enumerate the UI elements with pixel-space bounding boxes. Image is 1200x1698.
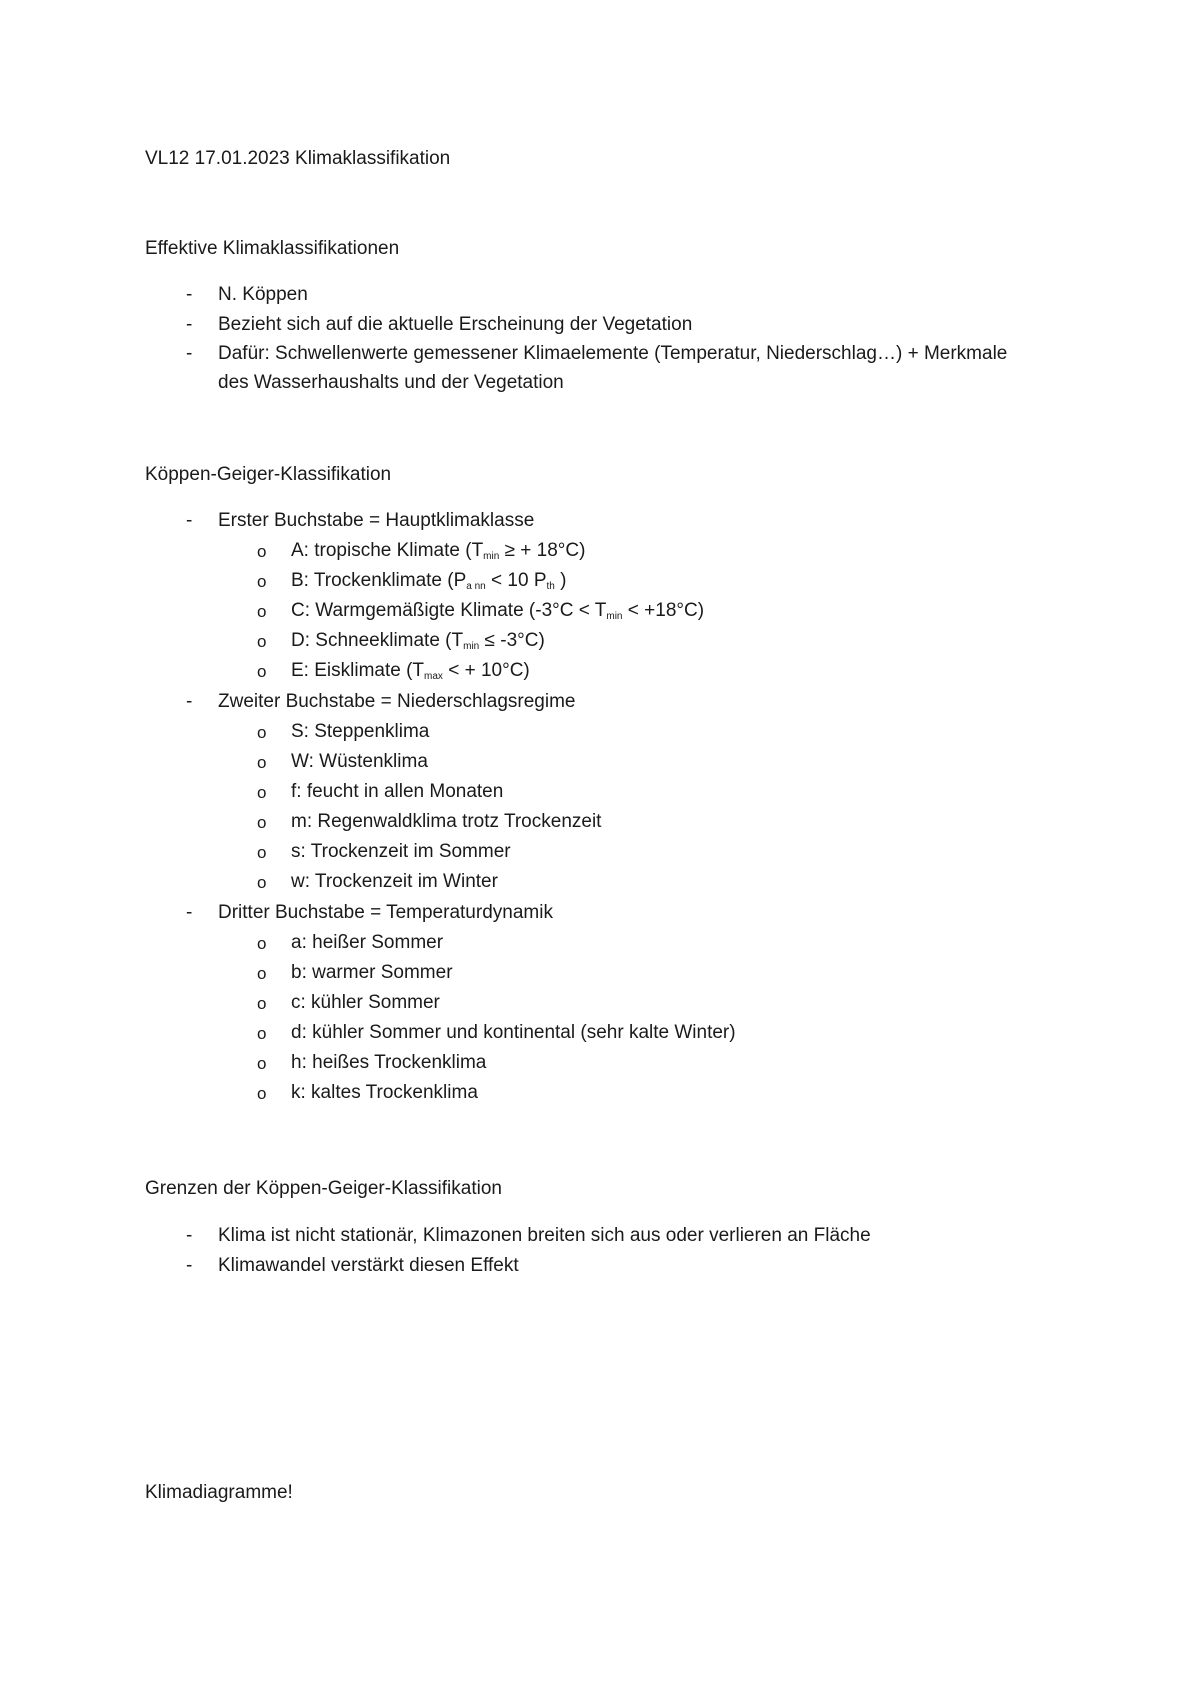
list-item: Klima ist nicht stationär, Klimazonen breiten sich aus oder verlieren an Fläche <box>218 1225 871 1246</box>
bullet-marker: o <box>257 1024 267 1043</box>
bullet-marker: o <box>257 1054 267 1073</box>
bullet-marker: o <box>257 873 267 892</box>
dash-marker: - <box>186 510 193 531</box>
sub-list-item: m: Regenwaldklima trotz Trockenzeit <box>291 811 602 832</box>
list-item: Dafür: Schwellenwerte gemessener Klimaelemente (Temperatur, Niederschlag…) + Merkmale <box>218 343 1008 364</box>
bullet-marker: o <box>257 753 267 772</box>
sub-list-item: d: kühler Sommer und kontinental (sehr kalte Winter) <box>291 1022 736 1043</box>
sub-list-item: w: Trockenzeit im Winter <box>291 871 498 892</box>
bullet-marker: o <box>257 662 267 681</box>
dash-marker: - <box>186 284 193 305</box>
sub-list-item: c: kühler Sommer <box>291 992 440 1013</box>
sub-list-item: E: Eisklimate ($T_{max}$ < + 10°C) <box>291 660 530 682</box>
bullet-marker: o <box>257 813 267 832</box>
bullet-marker: o <box>257 964 267 983</box>
closing-note: Klimadiagramme! <box>145 1482 293 1503</box>
list-item: Klimawandel verstärkt diesen Effekt <box>218 1255 519 1276</box>
bullet-marker: o <box>257 1084 267 1103</box>
dash-marker: - <box>186 314 193 335</box>
bullet-marker: o <box>257 602 267 621</box>
bullet-marker: o <box>257 632 267 651</box>
sub-list-item: S: Steppenklima <box>291 721 430 742</box>
sub-list-item: s: Trockenzeit im Sommer <box>291 841 511 862</box>
group-label-second-letter: Zweiter Buchstabe = Niederschlagsregime <box>218 691 576 712</box>
sub-list-item: h: heißes Trockenklima <box>291 1052 487 1073</box>
document-title: VL12 17.01.2023 Klimaklassifikation <box>145 148 451 169</box>
dash-marker: - <box>186 1255 193 1276</box>
sub-list-item: b: warmer Sommer <box>291 962 453 983</box>
dash-marker: - <box>186 1225 193 1246</box>
bullet-marker: o <box>257 542 267 561</box>
sub-list-item: A: tropische Klimate ($T_{min}$ ≥ + 18°C) <box>291 540 586 562</box>
bullet-marker: o <box>257 994 267 1013</box>
sub-list-item: B: Trockenklimate ($P_{a nn} < 10$ $P_{th}$ ) <box>291 570 567 592</box>
list-item: N. Köppen <box>218 284 308 305</box>
sub-list-item: f: feucht in allen Monaten <box>291 781 504 802</box>
section-heading-grenzen: Grenzen der Köppen-Geiger-Klassifikation <box>145 1178 502 1199</box>
sub-list-item: W: Wüstenklima <box>291 751 428 772</box>
bullet-marker: o <box>257 572 267 591</box>
group-label-third-letter: Dritter Buchstabe = Temperaturdynamik <box>218 902 553 923</box>
list-item: Bezieht sich auf die aktuelle Erscheinung der Vegetation <box>218 314 693 335</box>
bullet-marker: o <box>257 843 267 862</box>
bullet-marker: o <box>257 723 267 742</box>
list-item-continuation: des Wasserhaushalts und der Vegetation <box>218 372 564 393</box>
bullet-marker: o <box>257 934 267 953</box>
sub-list-item: k: kaltes Trockenklima <box>291 1082 478 1103</box>
section-heading-effektive: Effektive Klimaklassifikationen <box>145 238 400 259</box>
section-heading-koeppen: Köppen-Geiger-Klassifikation <box>145 464 392 485</box>
dash-marker: - <box>186 902 193 923</box>
sub-list-item: a: heißer Sommer <box>291 932 444 953</box>
group-label-first-letter: Erster Buchstabe = Hauptklimaklasse <box>218 510 535 531</box>
bullet-marker: o <box>257 783 267 802</box>
dash-marker: - <box>186 343 193 364</box>
sub-list-item: D: Schneeklimate $(T_{min} \le -3^\circ C)$ <box>291 630 545 652</box>
dash-marker: - <box>186 691 193 712</box>
sub-list-item: C: Warmgemäßigte Klimate $(-3^\circ C < T_{min} < +18^\circ C)$ <box>291 600 705 622</box>
